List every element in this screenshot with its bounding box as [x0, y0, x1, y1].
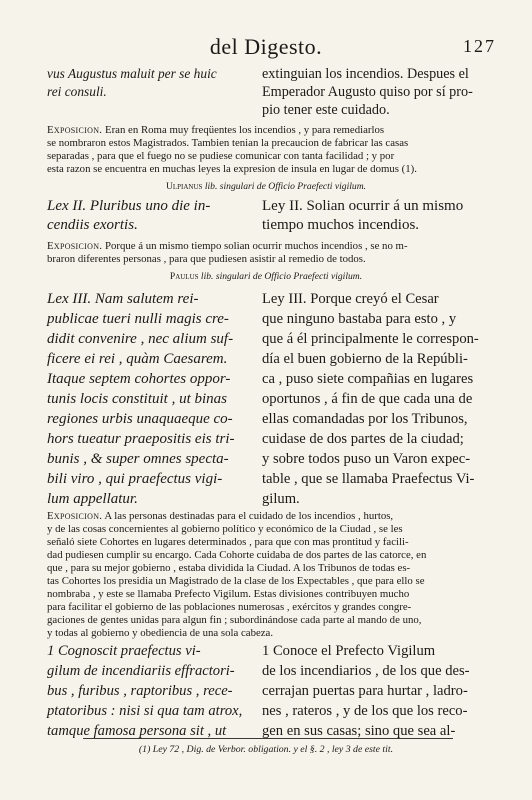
text-line: que á él principalmente le correspon-: [262, 331, 479, 347]
text-line: gen en sus casas; sino que sea al-: [262, 723, 456, 739]
running-header: [0, 34, 532, 62]
text-line: braron diferentes personas , para que pudiesen asistir al remedio de todos.: [47, 253, 366, 265]
text-line: señaló siete Cohortes en lugares determinados , para que con mas prontitud y facili-: [47, 536, 409, 548]
exposition-heading: Exposicion.: [47, 510, 103, 522]
text-line: bunis , & super omnes specta-: [47, 451, 229, 467]
text-line: tas Cohortes los presidia un Magistrado de la clase de los Expectables , que para ello se: [47, 575, 425, 587]
text-line: 1 Cognoscit praefectus vi-: [47, 643, 201, 659]
text-line: ptatoribus : nisi si qua tam atrox,: [47, 703, 243, 719]
exposition-paragraph: [47, 510, 487, 640]
text-line: rei consuli.: [47, 84, 107, 99]
text-line: ca , puso siete compañias en lugares: [262, 371, 474, 387]
footnote-rule: [83, 738, 453, 739]
spanish-column: [262, 289, 507, 509]
exposition-paragraph: [47, 124, 487, 176]
running-title: del Digesto.: [209, 34, 323, 59]
text-line: de los incendiarios , de los que des-: [262, 663, 470, 679]
text-line: lum appellatur.: [47, 491, 138, 507]
text-line: y de las cosas concernientes al gobierno político y económico de la Ciudad , se les: [47, 523, 403, 535]
source-author: Paulus: [169, 271, 199, 282]
footnote: (1) Ley 72 , Dig. de Verbor. obligation. y el §. 2 , ley 3 de este tit.: [138, 744, 394, 755]
text-line: dad pudiesen cumplir su encargo. Cada Cohorte cuidaba de dos partes de las catorce, en: [47, 549, 427, 561]
text-line: bus , furibus , raptoribus , rece-: [47, 683, 233, 699]
exposition-heading: Exposicion.: [47, 240, 103, 252]
text-line: ficere ei rei , quàm Caesarem.: [47, 351, 228, 367]
source-work: lib. singulari de Officio Praefecti vigilum.: [202, 181, 367, 192]
text-line: oportunos , á fin de que cada una de: [262, 391, 473, 407]
spanish-column: [262, 641, 507, 741]
text-line: tamque famosa persona sit , ut: [47, 723, 227, 739]
source-author: Ulpianus: [165, 181, 203, 192]
text-line: Porque á un mismo tiempo solian ocurrir muchos incendios , se no m-: [102, 240, 408, 252]
latin-column: [47, 65, 247, 101]
exposition-heading: Exposicion.: [47, 124, 103, 136]
text-line: gaciones de gentes unidas para algun fin ; subordinándose cada parte al mando de uno,: [47, 614, 422, 626]
text-line: se nombraron estos Magistrados. Tambien tenian la precaucion de fabricar las casas: [47, 137, 409, 149]
text-line: hors tueatur praepositis eis tri-: [47, 431, 235, 447]
text-line: gilum de incendiariis effractori-: [47, 663, 235, 679]
page-number: 127: [463, 36, 496, 56]
text-line: cuidase de dos partes de la ciudad;: [262, 431, 464, 447]
text-line: para facilitar el gobierno de las poblaciones numerosas , exércitos y grandes congre-: [47, 601, 412, 613]
text-line: día el buen gobierno de la Repúbli-: [262, 351, 468, 367]
text-line: cerrajan puertas para hurtar , ladro-: [262, 683, 468, 699]
text-line: tunis locis constituit , ut binas: [47, 391, 228, 407]
text-line: 1 Conoce el Prefecto Vigilum: [262, 643, 436, 659]
text-line: ellas comandadas por los Tribunos,: [262, 411, 468, 427]
text-line: extinguian los incendios. Despues el: [262, 66, 469, 82]
source-citation: [0, 181, 532, 192]
text-line: vus Augustus maluit per se huic: [47, 66, 217, 81]
text-line: tiempo muchos incendios.: [262, 217, 420, 233]
text-line: Ley II. Solian ocurrir á un mismo: [262, 198, 464, 214]
text-line: didit convenire , nec alium suf-: [47, 331, 234, 347]
exposition-paragraph: [47, 240, 487, 266]
source-work: lib. singulari de Officio Praefecti vigilum.: [198, 271, 363, 282]
spanish-column: [262, 65, 502, 119]
text-line: cendiis exortis.: [47, 217, 138, 233]
text-line: Ley III. Porque creyó el Cesar: [262, 291, 439, 307]
text-line: nes , rateros , y de los que los reco-: [262, 703, 468, 719]
text-line: que ninguno bastaba para esto , y: [262, 311, 457, 327]
text-line: publicae tueri nulli magis cre-: [47, 311, 229, 327]
text-line: A las personas destinadas para el cuidado de los incendios , hurtos,: [102, 510, 394, 522]
text-line: y sobre todos puso un Varon expec-: [262, 451, 471, 467]
text-line: nombraba , y este se llamaba Prefecto Vigilum. Estas divisiones contribuyen mucho: [47, 588, 410, 600]
text-line: regiones urbis unaquaeque co-: [47, 411, 233, 427]
text-line: Itaque septem cohortes oppor-: [47, 371, 231, 387]
source-citation: [0, 271, 532, 282]
latin-column: [47, 289, 262, 509]
latin-column: [47, 197, 257, 235]
text-line: esta razon se encuentra en muchas leyes la expresion de insula en lugar de domus (1).: [47, 163, 417, 175]
text-line: table , que se llamaba Praefectus Vi-: [262, 471, 475, 487]
text-line: Emperador Augusto quiso por sí pro-: [262, 84, 473, 100]
text-line: Lex II. Pluribus uno die in-: [47, 198, 211, 214]
text-line: gilum.: [262, 491, 300, 507]
text-line: separadas , para que el fuego no se pudiese comunicar con tanta facilidad ; y por: [47, 150, 395, 162]
text-line: Eran en Roma muy freqüentes los incendios , y para remediarlos: [102, 124, 385, 136]
text-line: bili viro , qui praefectus vigi-: [47, 471, 223, 487]
text-line: Lex III. Nam salutem rei-: [47, 291, 199, 307]
text-line: pio tener este cuidado.: [262, 102, 390, 118]
spanish-column: [262, 197, 502, 235]
text-line: que , para su mejor gobierno , estaba dividida la Ciudad. A los Tribunos de todas es-: [47, 562, 411, 574]
latin-column: [47, 641, 262, 741]
text-line: y todas al gobierno y obediencia de una sola cabeza.: [47, 627, 274, 639]
